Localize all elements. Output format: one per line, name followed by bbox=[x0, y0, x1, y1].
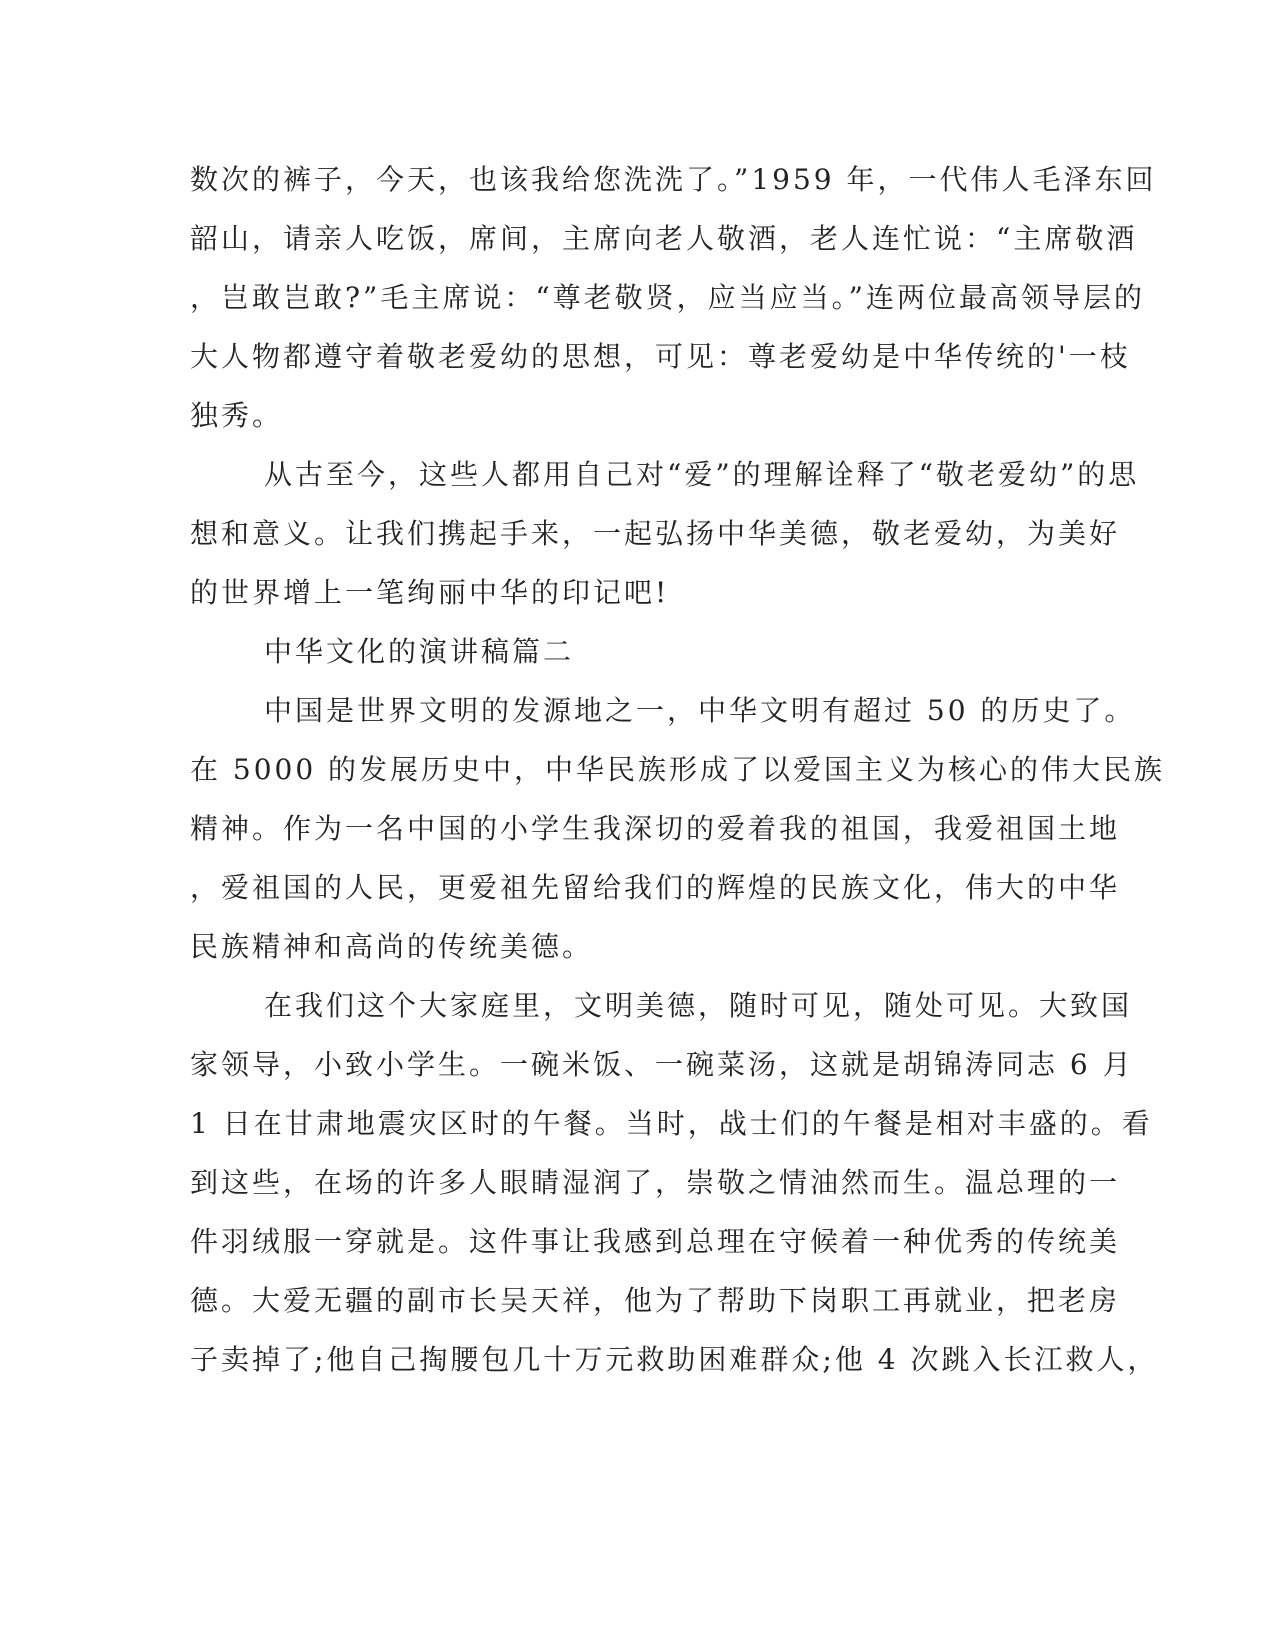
text-line: ，岂敢岂敢?”毛主席说：“尊老敬贤，应当应当。”连两位最高领导层的 bbox=[190, 281, 1145, 314]
text-line: 数次的裤子，今天，也该我给您洗洗了。”1959 年，一代伟人毛泽东回 bbox=[190, 163, 1157, 196]
section-heading: 中华文化的演讲稿篇二 bbox=[264, 635, 575, 668]
text-line: 件羽绒服一穿就是。这件事让我感到总理在守候着一种优秀的传统美 bbox=[190, 1225, 1121, 1258]
paragraph-first-line: 中国是世界文明的发源地之一，中华文明有超过 50 的历史了。 bbox=[264, 694, 1136, 727]
text-line: 1 日在甘肃地震灾区时的午餐。当时，战士们的午餐是相对丰盛的。看 bbox=[190, 1107, 1153, 1140]
text-line: 家领导，小致小学生。一碗米饭、一碗菜汤，这就是胡锦涛同志 6 月 bbox=[190, 1048, 1134, 1081]
text-line: 精神。作为一名中国的小学生我深切的爱着我的祖国，我爱祖国土地 bbox=[190, 812, 1121, 845]
text-line: 的世界增上一笔绚丽中华的印记吧! bbox=[190, 576, 670, 609]
text-line: 德。大爱无疆的副市长吴天祥，他为了帮助下岗职工再就业，把老房 bbox=[190, 1284, 1121, 1317]
text-line: 独秀。 bbox=[190, 399, 284, 432]
paragraph-first-line: 从古至今，这些人都用自己对“爱”的理解诠释了“敬老爱幼”的思 bbox=[264, 458, 1140, 491]
text-line: 韶山，请亲人吃饭，席间，主席向老人敬酒，老人连忙说：“主席敬酒 bbox=[190, 222, 1138, 255]
paragraph-first-line: 在我们这个大家庭里，文明美德，随时可见，随处可见。大致国 bbox=[264, 989, 1133, 1022]
text-line: 子卖掉了;他自己掏腰包几十万元救助困难群众;他 4 次跳入长江救人， bbox=[190, 1343, 1159, 1376]
text-line: 民族精神和高尚的传统美德。 bbox=[190, 930, 594, 963]
text-line: ，爱祖国的人民，更爱祖先留给我们的辉煌的民族文化，伟大的中华 bbox=[190, 871, 1121, 904]
text-line: 想和意义。让我们携起手来，一起弘扬中华美德，敬老爱幼，为美好 bbox=[190, 517, 1121, 550]
text-line: 大人物都遵守着敬老爱幼的思想，可见：尊老爱幼是中华传统的'一枝 bbox=[190, 340, 1131, 373]
text-line: 在 5000 的发展历史中，中华民族形成了以爱国主义为核心的伟大民族 bbox=[190, 753, 1166, 786]
text-line: 到这些，在场的许多人眼睛湿润了，崇敬之情油然而生。温总理的一 bbox=[190, 1166, 1121, 1199]
